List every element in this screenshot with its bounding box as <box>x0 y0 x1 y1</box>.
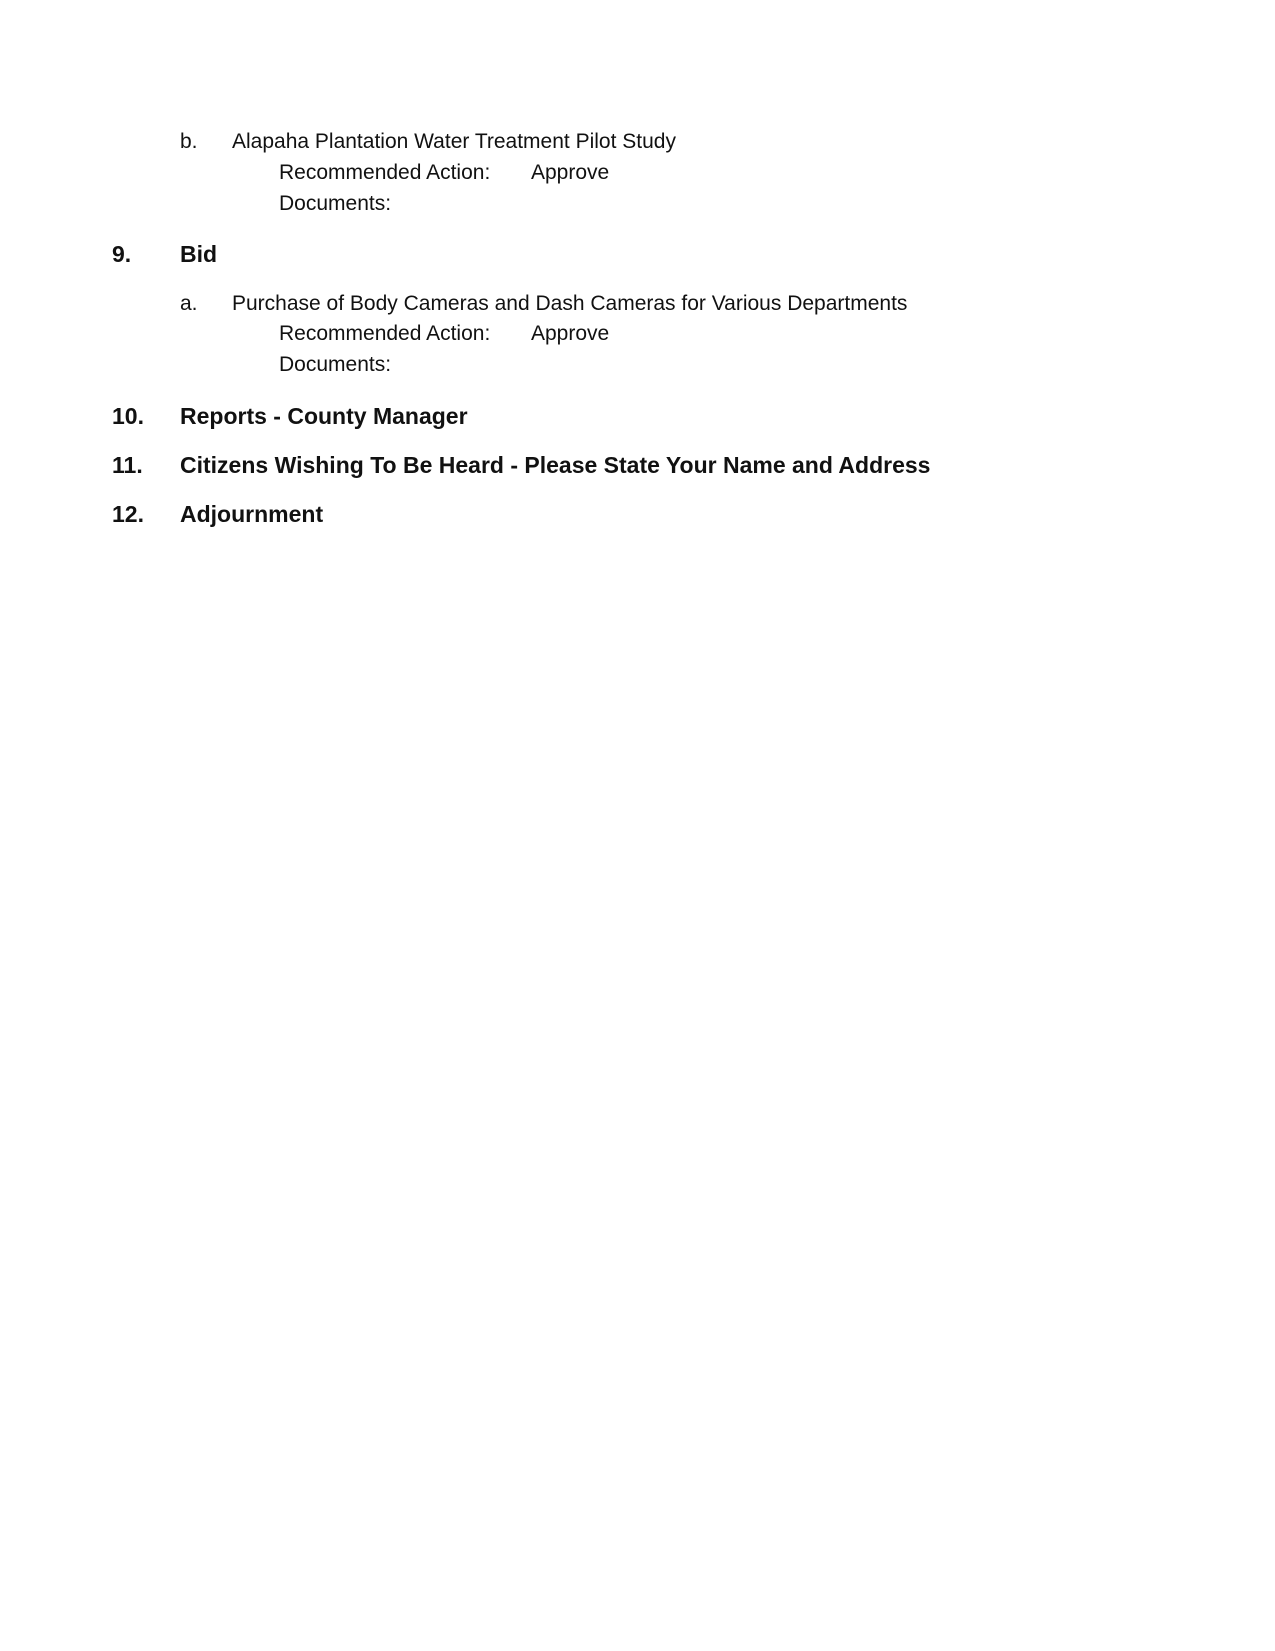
section-number: 9. <box>112 241 132 267</box>
section-number: 11. <box>112 452 143 478</box>
item-letter: a. <box>180 292 198 315</box>
section-title: Reports - County Manager <box>180 403 468 429</box>
section-number: 10. <box>112 403 144 429</box>
item-letter: b. <box>180 130 198 153</box>
section-number: 12. <box>112 501 144 527</box>
documents-label: Documents: <box>279 192 392 215</box>
section-title: Citizens Wishing To Be Heard - Please State Your Name and Address <box>180 452 931 478</box>
section-title: Adjournment <box>180 501 324 527</box>
recommended-action-label: Recommended Action: <box>279 322 491 345</box>
recommended-action-label: Recommended Action: <box>279 161 491 184</box>
item-title: Purchase of Body Cameras and Dash Cameras for Various Departments <box>232 292 908 315</box>
section-title: Bid <box>180 241 218 267</box>
recommended-action-value: Approve <box>531 322 610 345</box>
item-title: Alapaha Plantation Water Treatment Pilot Study <box>232 130 676 153</box>
documents-label: Documents: <box>279 353 392 376</box>
recommended-action-value: Approve <box>531 161 610 184</box>
